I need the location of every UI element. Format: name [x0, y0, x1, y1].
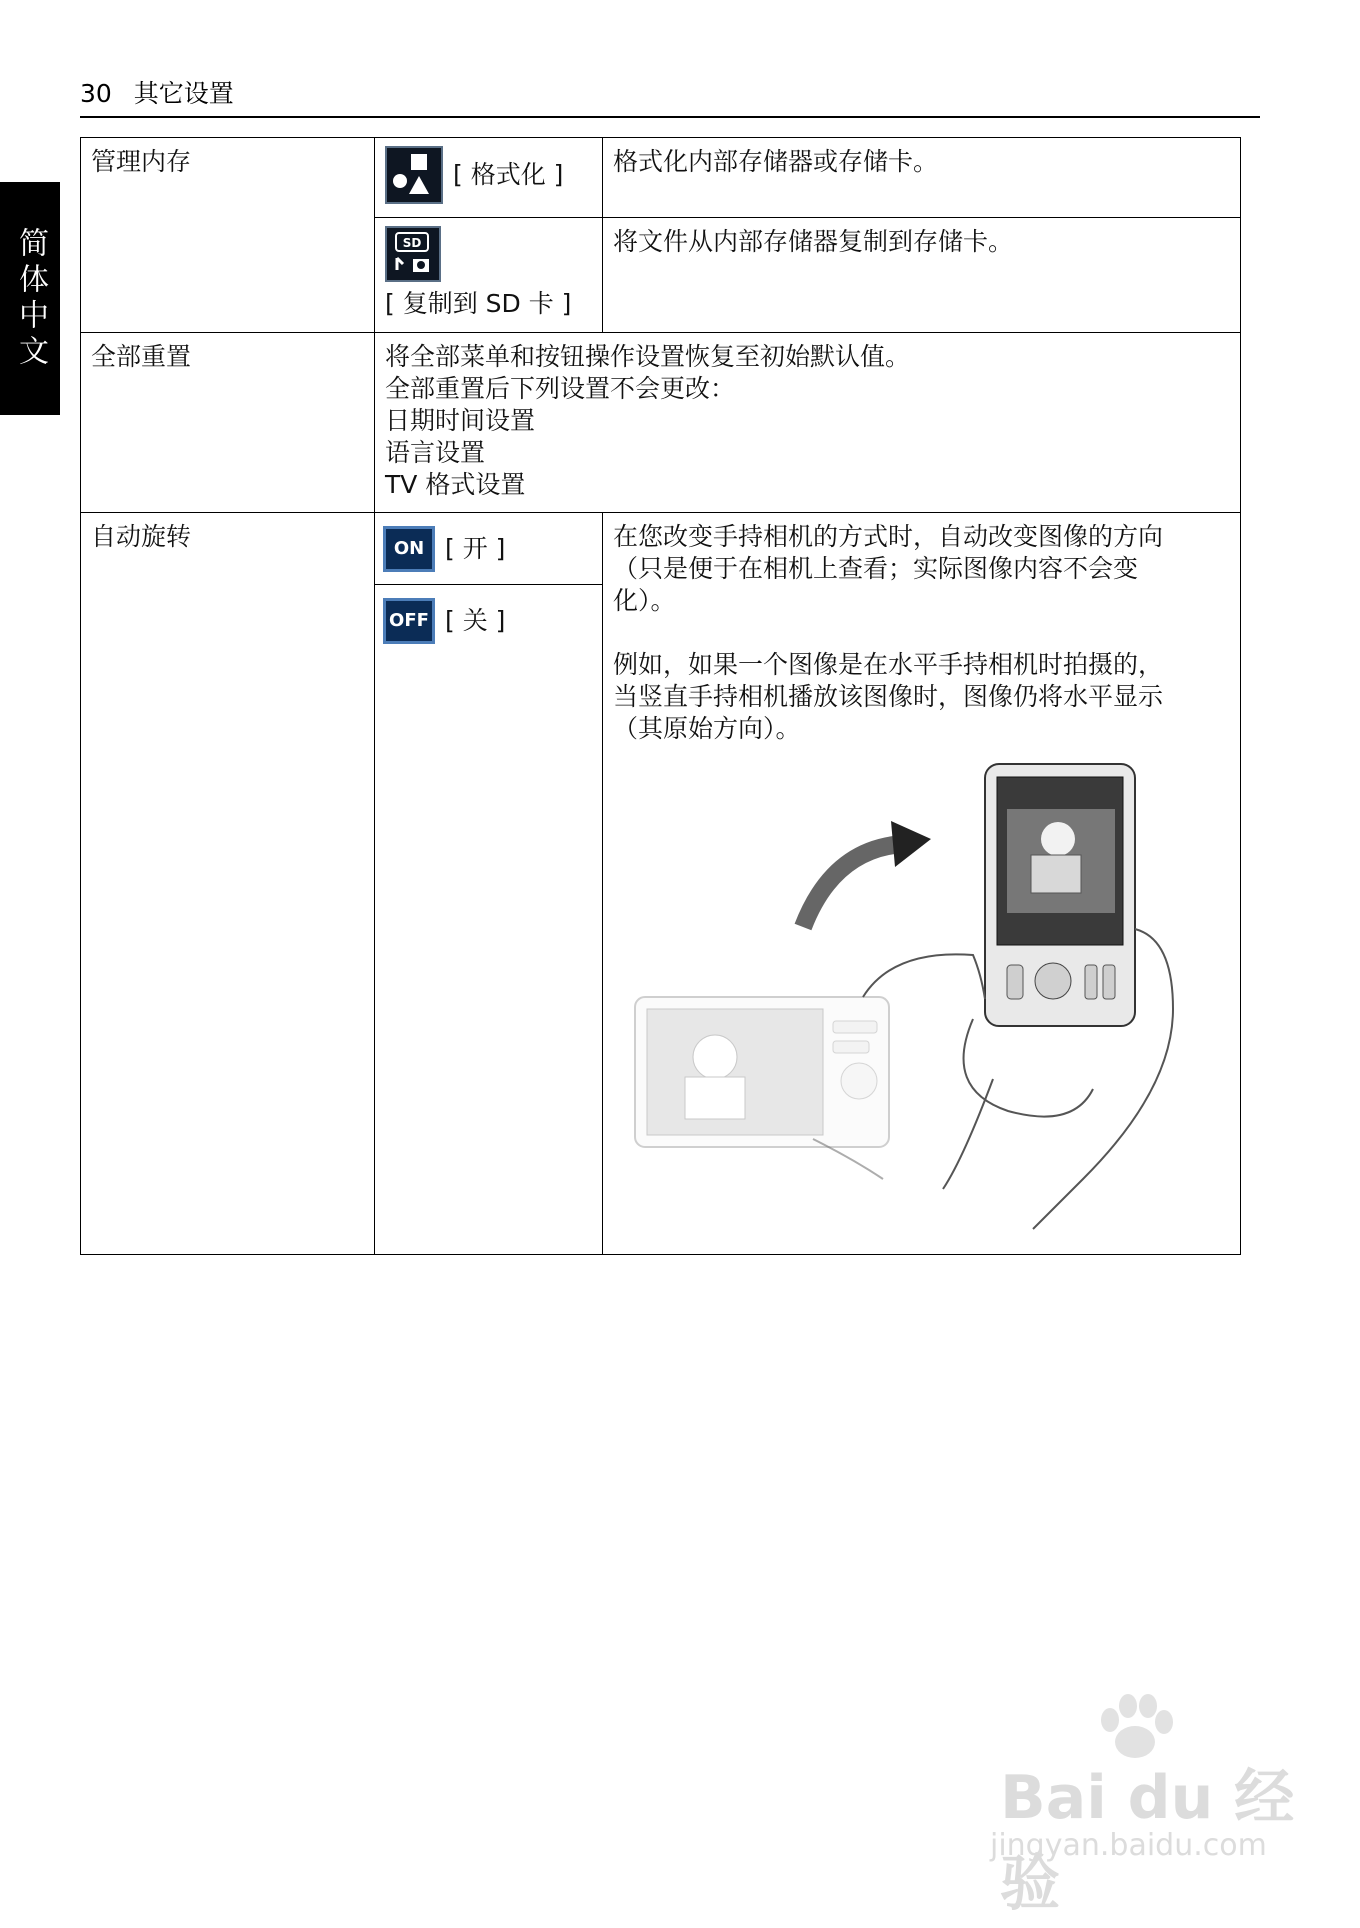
- row-memory-format: [81, 138, 1241, 218]
- reset-line: 语言设置: [385, 438, 486, 467]
- on-label: [ 开 ]: [445, 533, 506, 563]
- reset-line: 日期时间设置: [385, 406, 536, 435]
- baidu-watermark: [960, 1730, 1300, 1919]
- language-tab-label: 简体中文: [13, 226, 48, 371]
- rotate-example-line: 当竖直手持相机播放该图像时，图像仍将水平显示: [613, 682, 1164, 711]
- row-reset: [81, 333, 1241, 513]
- rotate-label-cell: [81, 513, 375, 1255]
- format-option-cell: [375, 138, 603, 218]
- copy-option-cell: [375, 218, 603, 333]
- rotate-example-line: 例如，如果一个图像是在水平手持相机时拍摄的，: [613, 650, 1164, 679]
- settings-table: [80, 137, 1241, 1255]
- memory-label-cell: [81, 138, 375, 333]
- reset-line: 将全部菜单和按钮操作设置恢复至初始默认值。: [385, 342, 911, 371]
- section-title: 其它设置: [133, 79, 234, 108]
- reset-desc-cell: [375, 333, 1241, 513]
- horizontal-camera-image: [635, 997, 889, 1147]
- rotation-arrow-icon: [891, 821, 931, 867]
- memory-label: 管理内存: [91, 147, 192, 176]
- off-icon: OFF: [383, 598, 435, 644]
- rotate-desc-line: 在您改变手持相机的方式时，自动改变图像的方向: [613, 522, 1164, 551]
- format-label: [ 格式化 ]: [453, 160, 564, 189]
- copy-to-sd-icon: [385, 226, 441, 282]
- camera-rotation-illustration: [613, 759, 1229, 1239]
- format-icon: [385, 146, 443, 204]
- row-rotate: [81, 513, 1241, 1255]
- rotate-desc-line: （只是便于在相机上查看；实际图像内容不会变: [613, 554, 1139, 583]
- watermark-brand: Bai du 经验: [1000, 1763, 1295, 1919]
- format-desc-cell: [603, 138, 1241, 218]
- svg-text:SD: SD: [402, 236, 422, 250]
- format-desc: 格式化内部存储器或存储卡。: [613, 147, 939, 176]
- off-label: [ 关 ]: [445, 606, 506, 635]
- page-number: 30: [80, 79, 112, 108]
- rotate-label: 自动旋转: [91, 522, 192, 551]
- rotate-example-line: （其原始方向）。: [613, 714, 801, 743]
- copy-label: [ 复制到 SD 卡 ]: [385, 289, 572, 318]
- rotate-desc-cell: [603, 513, 1241, 1255]
- on-icon: ON: [383, 526, 435, 572]
- vertical-camera-image: [985, 764, 1135, 1026]
- rotate-desc-line: 化）。: [613, 586, 676, 615]
- reset-line: TV 格式设置: [385, 470, 526, 499]
- copy-desc: 将文件从内部存储器复制到存储卡。: [613, 227, 1014, 256]
- language-side-tab: [0, 182, 60, 415]
- reset-label: 全部重置: [91, 342, 192, 371]
- page-header: [80, 72, 1260, 118]
- reset-label-cell: [81, 333, 375, 513]
- copy-desc-cell: [603, 218, 1241, 333]
- watermark-url: jingyan.baidu.com: [990, 1828, 1267, 1863]
- reset-line: 全部重置后下列设置不会更改：: [385, 374, 736, 403]
- rotate-option-cell: [375, 513, 603, 1255]
